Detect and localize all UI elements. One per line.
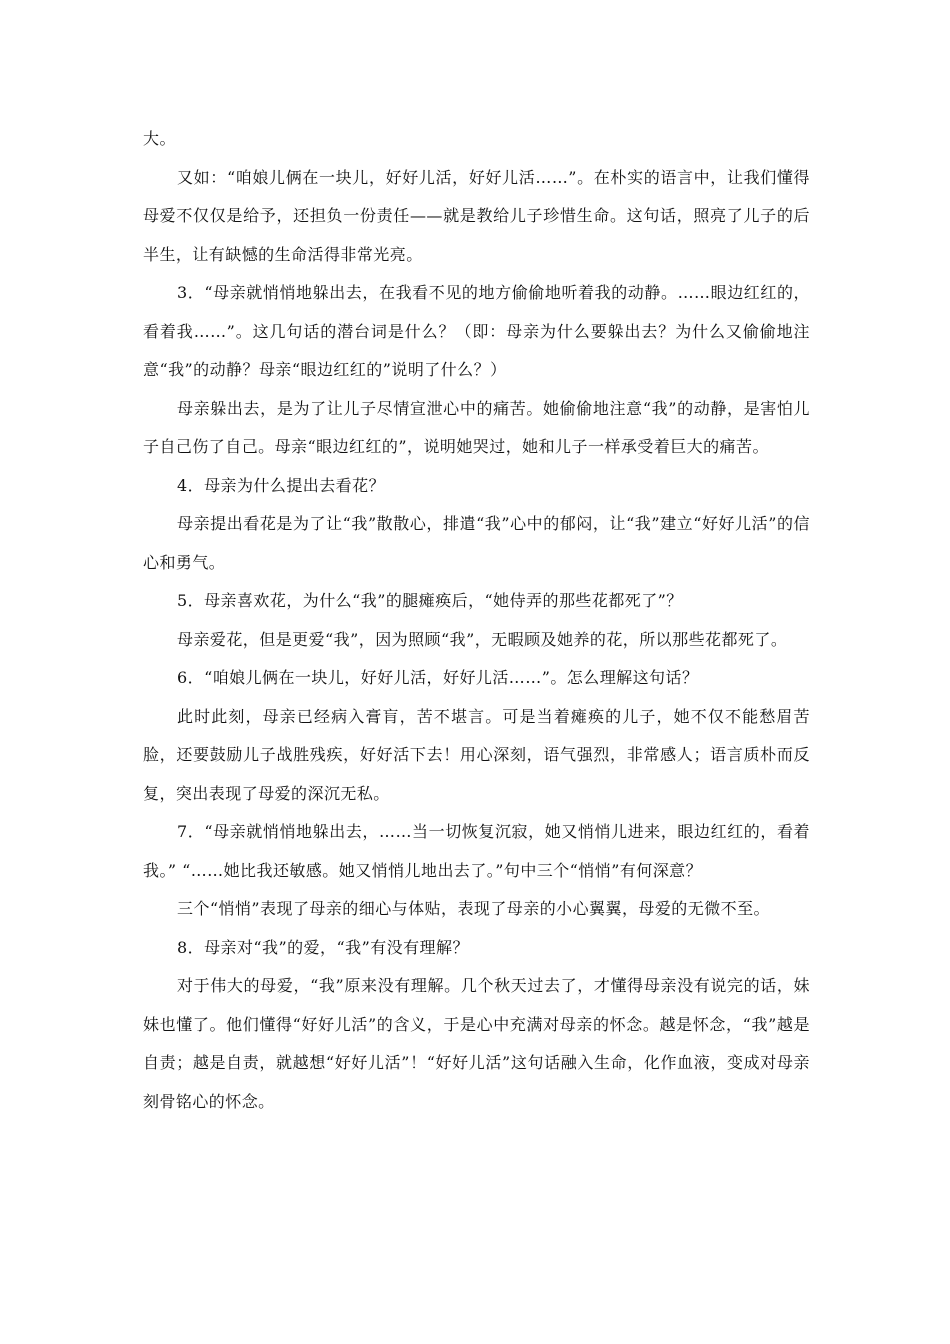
- answer-5: 母亲爱花，但是更爱“我”，因为照顾“我”，无暇顾及她养的花，所以那些花都死了。: [177, 629, 788, 649]
- question-3: 3．“母亲就悄悄地躲出去，在我看不见的地方偷偷地听着我的动静。……眼边红红的，看着我……”。这几句话的潜台词是什么？（即：母亲为什么要躲出去？为什么又偷偷地注意“我”的动静？母亲“眼边红红的”说明了什么？）: [143, 283, 810, 379]
- answer-4: 母亲提出看花是为了让“我”散散心，排遣“我”心中的郁闷，让“我”建立“好好儿活”的信心和勇气。: [143, 514, 810, 572]
- question-5: 5．母亲喜欢花，为什么“我”的腿瘫痪后，“她侍弄的那些花都死了”？: [177, 591, 683, 610]
- paragraph-continuation: 大。: [143, 129, 176, 148]
- document-body: [143, 120, 810, 1121]
- answer-8: 对于伟大的母爱，“我”原来没有理解。几个秋天过去了，才懂得母亲没有说完的话，妹妹也懂了。他们懂得“好好儿活”的含义，于是心中充满对母亲的怀念。越是怀念，“我”越是自责；越是自责，就越想“好好儿活”！“好好儿活”这句话融入生命，化作血液，变成对母亲刻骨铭心的怀念。: [143, 976, 810, 1111]
- question-6: 6．“咱娘儿俩在一块儿，好好儿活，好好儿活……”。怎么理解这句话？: [177, 668, 699, 687]
- answer-3: 母亲躲出去，是为了让儿子尽情宣泄心中的痛苦。她偷偷地注意“我”的动静，是害怕儿子自己伤了自己。母亲“眼边红红的”，说明她哭过，她和儿子一样承受着巨大的痛苦。: [143, 398, 810, 456]
- question-4: 4．母亲为什么提出去看花？: [177, 475, 386, 495]
- answer-6: 此时此刻，母亲已经病入膏肓，苦不堪言。可是当着瘫痪的儿子，她不仅不能愁眉苦脸，还要鼓励儿子战胜残疾，好好活下去！用心深刻，语气强烈，非常感人；语言质朴而反复，突出表现了母爱的深沉无私。: [143, 706, 810, 803]
- question-7: 7．“母亲就悄悄地躲出去，……当一切恢复沉寂，她又悄悄儿进来，眼边红红的，看着我。” “……她比我还敏感。她又悄悄儿地出去了。”句中三个“悄悄”有何深意？: [143, 822, 810, 880]
- paragraph-example: 又如：“咱娘儿俩在一块儿，好好儿活，好好儿活……”。在朴实的语言中，让我们懂得母爱不仅仅是给予，还担负一份责任——就是教给儿子珍惜生命。这句话，照亮了儿子的后半生，让有缺憾的生命活得非常光亮。: [143, 167, 810, 264]
- answer-7: 三个“悄悄”表现了母亲的细心与体贴，表现了母亲的小心翼翼，母爱的无微不至。: [177, 899, 771, 918]
- question-8: 8．母亲对“我”的爱，“我”有没有理解？: [177, 937, 469, 957]
